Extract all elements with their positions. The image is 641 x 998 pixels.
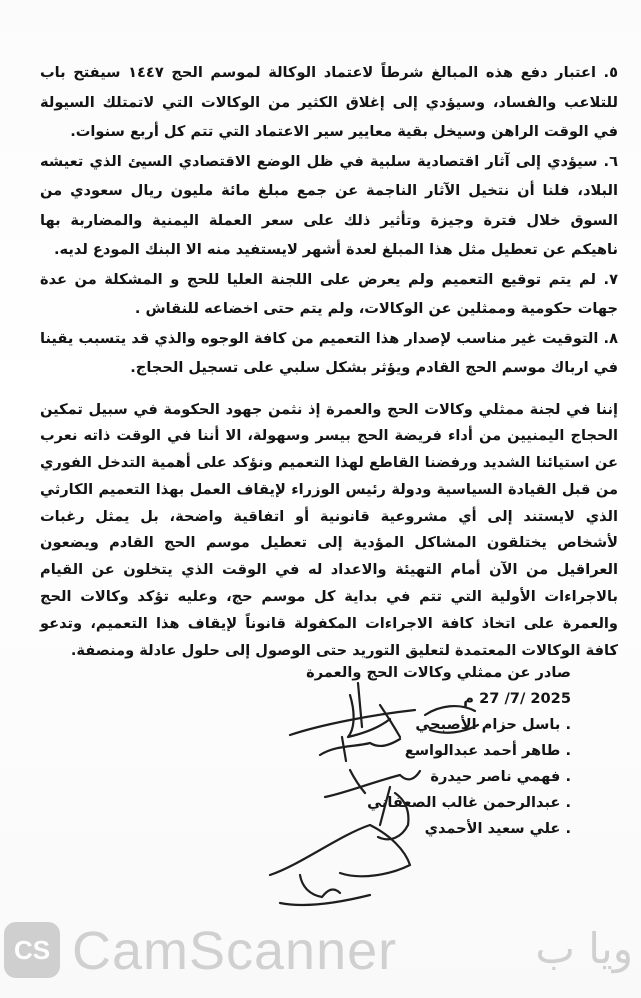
objection-list	[40, 58, 618, 383]
signature-stroke	[270, 825, 410, 876]
list-item: ٦. سيؤدي إلى آثار اقتصادية سلبية في ظل الوضع الاقتصادي السيئ الذي تعيشه البلاد، فلنا أن نتخيل الآثار الناجمة عن جمع مبلغ مائة مليون ريال سعودي من السوق خلال فترة وجيزة وتأثير ذلك على سعر العملة اليمنية والمضاربة بها ناهيكم عن تعطيل مثل هذا المبلغ لعدة أشهر لايستفيد منه الا البنك المودع لديه.	[40, 152, 618, 258]
signatory-name: . باسل حزام الأصبحي	[415, 716, 571, 733]
signature-stroke	[280, 875, 370, 905]
issuer-line: صادر عن ممثلي وكالات الحج والعمرة	[306, 664, 571, 681]
document-body	[40, 58, 618, 679]
signature-stroke	[325, 770, 420, 797]
camscanner-logo-icon: CS	[4, 922, 60, 978]
signatory-name: . فهمي ناصر حيدرة	[430, 768, 571, 785]
handwritten-signatures	[230, 675, 500, 925]
signatory-name: . علي سعيد الأحمدي	[424, 820, 571, 837]
signature-stroke	[320, 737, 400, 761]
watermark-arabic: ويا ب	[535, 924, 633, 973]
list-item: ٥. اعتبار دفع هذه المبالغ شرطاً لاعتماد الوكالة لموسم الحج ١٤٤٧ سيفتح باب للتلاعب والفساد، وسيؤدي إلى إغلاق الكثير من الوكالات التي لاتمتلك السيولة في الوقت الراهن وسيخل بقية معايير سير الاعتماد التي تتم كل أربع سنوات.	[40, 64, 618, 140]
list-item: ٧. لم يتم توقيع التعميم ولم يعرض على اللجنة العليا للحج و المشكلة من عدة جهات حكومية وممثلين عن الوكالات، ولم يتم حتى اخضاعه للنقاش .	[40, 270, 618, 317]
closing-paragraph: إننا في لجنة ممثلي وكالات الحج والعمرة إذ نثمن جهود الحكومة في سبيل تمكين الحجاج اليمنيين من أداء فريضة الحج بيسر وسهولة، الا أننا في الوقت ذاته نعرب عن استيائنا الشديد ورفضنا القاطع لهذا التعميم ونؤكد على أهمية التدخل الفوري من قبل القيادة السياسية ودولة رئيس الوزراء لإيقاف العمل بهذا التعميم الكارثي الذي لايستند إلى أي مشروعية قانونية أو اتفاقية واضحة، بل يمثل رغبات لأشخاص يختلقون المشاكل المؤدية إلى تعطيل موسم الحج القادم ويضعون العراقيل من الآن أمام التهيئة والاعداد له في الوقت الذي يتخلون عن القيام بالاجراءات الأولية التي تتم في بداية كل موسم حج، وعليه تؤكد وكالات الحج والعمرة على اتخاذ كافة الاجراءات المكفولة قانوناً لإيقاف هذا التعميم، وتدعو كافة الوكالات المعتمدة لتعليق التوريد حتى الوصول إلى حلول عادلة ومنصفة.	[40, 400, 618, 659]
list-item: ٨. التوقيت غير مناسب لإصدار هذا التعميم من كافة الوجوه والذي قد يتسبب يقينا في ارباك موسم الحج القادم ويؤثر بشكل سلبي على تسجيل الحجاج.	[40, 329, 618, 376]
issue-date: 2025 /7/ 27 م	[463, 690, 571, 707]
scanner-watermark	[0, 912, 641, 992]
signatory-name: . عبدالرحمن غالب الصعفاني	[367, 794, 571, 811]
signature-stroke	[425, 706, 478, 733]
signatory-name: . طاهر أحمد عبدالواسع	[404, 742, 571, 759]
camscanner-brand: CamScanner	[72, 921, 398, 981]
